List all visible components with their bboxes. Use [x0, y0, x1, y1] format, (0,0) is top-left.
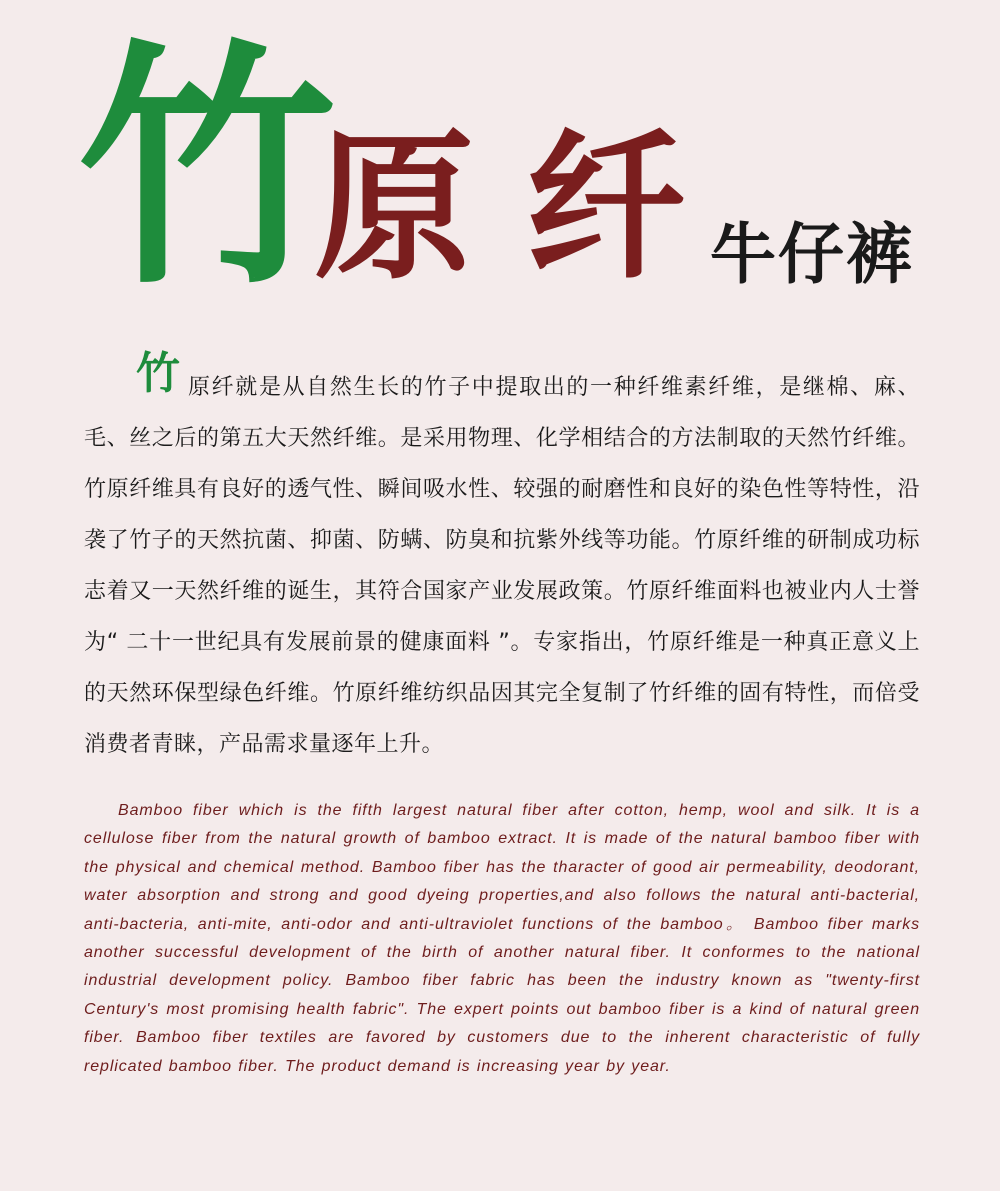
english-paragraph: Bamboo fiber which is the fifth largest natural fiber after cotton, hemp, wool and silk. It is a cellulose fiber from the natural growth of bamboo extract. It is made of the natural bamboo fiber with the physical and chemical method. Bamboo fiber has the tharacter of good air permeability, deodorant, water absorption and strong and good dyeing properties,and also follows the natural anti-bacterial, anti-bacteria, anti-mite, anti-odor and anti-ultraviolet functions of the bamboo。 Bamboo fiber marks another successful development of the birth of another natural fiber. It conformes to the national industrial development policy. Bamboo fiber fabric has been the industry known as "twenty-first Century's most promising health fabric". The expert points out bamboo fiber is a kind of natural green fiber. Bamboo fiber textiles are favored by customers due to the inherent characteristic of fully replicated bamboo fiber. The product demand is increasing year by year. [84, 802, 920, 1075]
title-subtitle-jeans: 牛仔裤 [710, 216, 914, 293]
title-bamboo-char: 竹 [78, 19, 330, 319]
chinese-paragraph: 原纤就是从自然生长的竹子中提取出的一种纤维素纤维，是继棉、麻、毛、丝之后的第五大天然纤维。是采用物理、化学相结合的方法制取的天然竹纤维。竹原纤维具有良好的透气性、瞬间吸水性、较强的耐磨性和良好的染色性等特性，沿袭了竹子的天然抗菌、抑菌、防螨、防臭和抗紫外线等功能。竹原纤维的研制成功标志着又一天然纤维的诞生，其符合国家产业发展政策。竹原纤维面料也被业内人士誉为“ 二十一世纪具有发展前景的健康面料 ”。专家指出，竹原纤维是一种真正意义上的天然环保型绿色纤维。竹原纤维纺织品因其完全复制了竹纤维的固有特性，而倍受消费者青睐，产品需求量逐年上升。 [84, 375, 920, 757]
title-fiber-char: 纤 [526, 113, 687, 301]
title-raw-char: 原 [314, 113, 475, 301]
chinese-drop-cap: 竹 [136, 348, 180, 399]
